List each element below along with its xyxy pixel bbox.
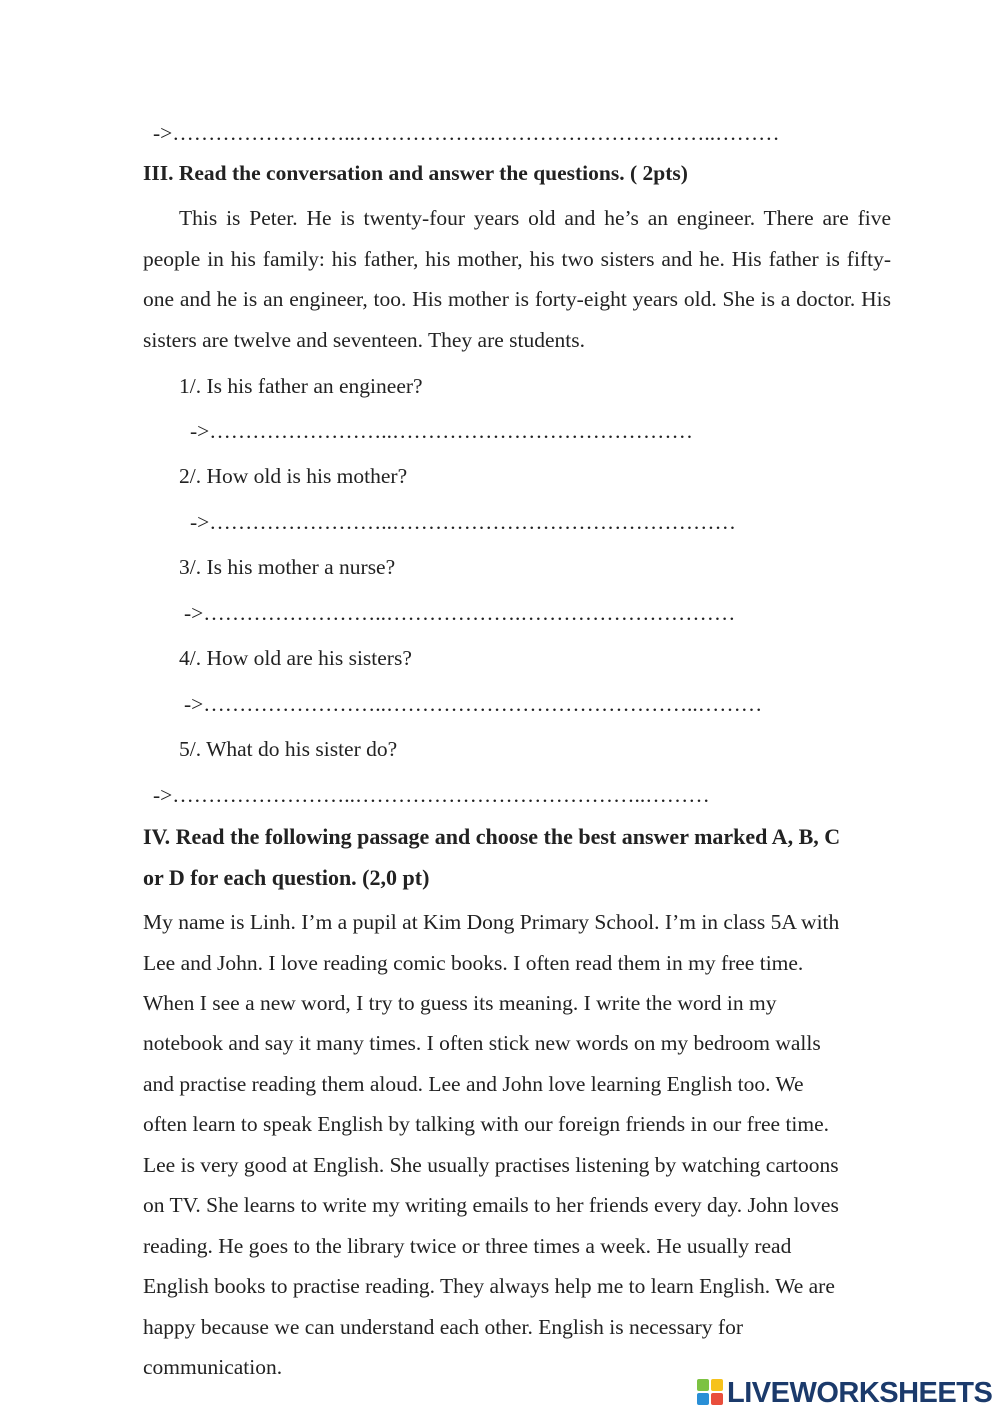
passage-line: often learn to speak English by talking with our foreign friends in our free time. [143,1112,830,1136]
answer-line-2[interactable]: ->……………………..………………………………………… [190,510,737,534]
passage-line: English books to practise reading. They always help me to learn English. We are [143,1274,835,1298]
passage-line: and practise reading them aloud. Lee and John love learning English too. We [143,1072,804,1096]
question-1: 1/. Is his father an engineer? [179,374,423,398]
section-4-heading-line-2: or D for each question. (2,0 pt) [143,865,430,890]
question-4: 4/. How old are his sisters? [179,646,412,670]
passage-line: on TV. She learns to write my writing emails to her friends every day. John loves [143,1193,839,1217]
answer-line-1[interactable]: ->……………………..…………………………………… [190,419,694,443]
question-2: 2/. How old is his mother? [179,464,408,488]
answer-line-top[interactable]: ->……………………..……………….…………………………..……… [153,121,780,145]
answer-line-5[interactable]: ->……………………..…………………………………..……… [153,783,710,807]
answer-line-3[interactable]: ->……………………..……………….………………………… [184,601,736,625]
liveworksheets-logo-text: LIVEWORKSHEETS [727,1376,993,1409]
answer-line-4[interactable]: ->……………………..……………………………………..……… [184,692,763,716]
passage-line: happy because we can understand each other. English is necessary for [143,1315,743,1339]
passage-line: My name is Linh. I’m a pupil at Kim Dong Primary School. I’m in class 5A with [143,910,840,934]
passage-line: communication. [143,1355,283,1379]
section-4-heading-line-1: IV. Read the following passage and choose the best answer marked A, B, C [143,824,841,849]
passage-line: reading. He goes to the library twice or three times a week. He usually read [143,1234,792,1258]
liveworksheets-logo [697,1375,992,1411]
section-3-passage: This is Peter. He is twenty-four years old and he’s an engineer. There are five people in his family: his father, his mother, his two sisters and he. His father is fifty-one and he is an engineer, too. His mother is forty-eight years old. She is a doctor. His sisters are twelve and seventeen. They are students. [143,206,891,352]
question-3: 3/. Is his mother a nurse? [179,555,396,579]
passage-line: Lee is very good at English. She usually practises listening by watching cartoons [143,1153,839,1177]
passage-line: notebook and say it many times. I often stick new words on my bedroom walls [143,1031,821,1055]
passage-line: Lee and John. I love reading comic books. I often read them in my free time. [143,951,804,975]
section-3-heading: III. Read the conversation and answer the questions. ( 2pts) [143,161,688,185]
question-5: 5/. What do his sister do? [179,737,398,761]
liveworksheets-logo-icon [697,1379,725,1407]
passage-line: When I see a new word, I try to guess its meaning. I write the word in my [143,991,777,1015]
